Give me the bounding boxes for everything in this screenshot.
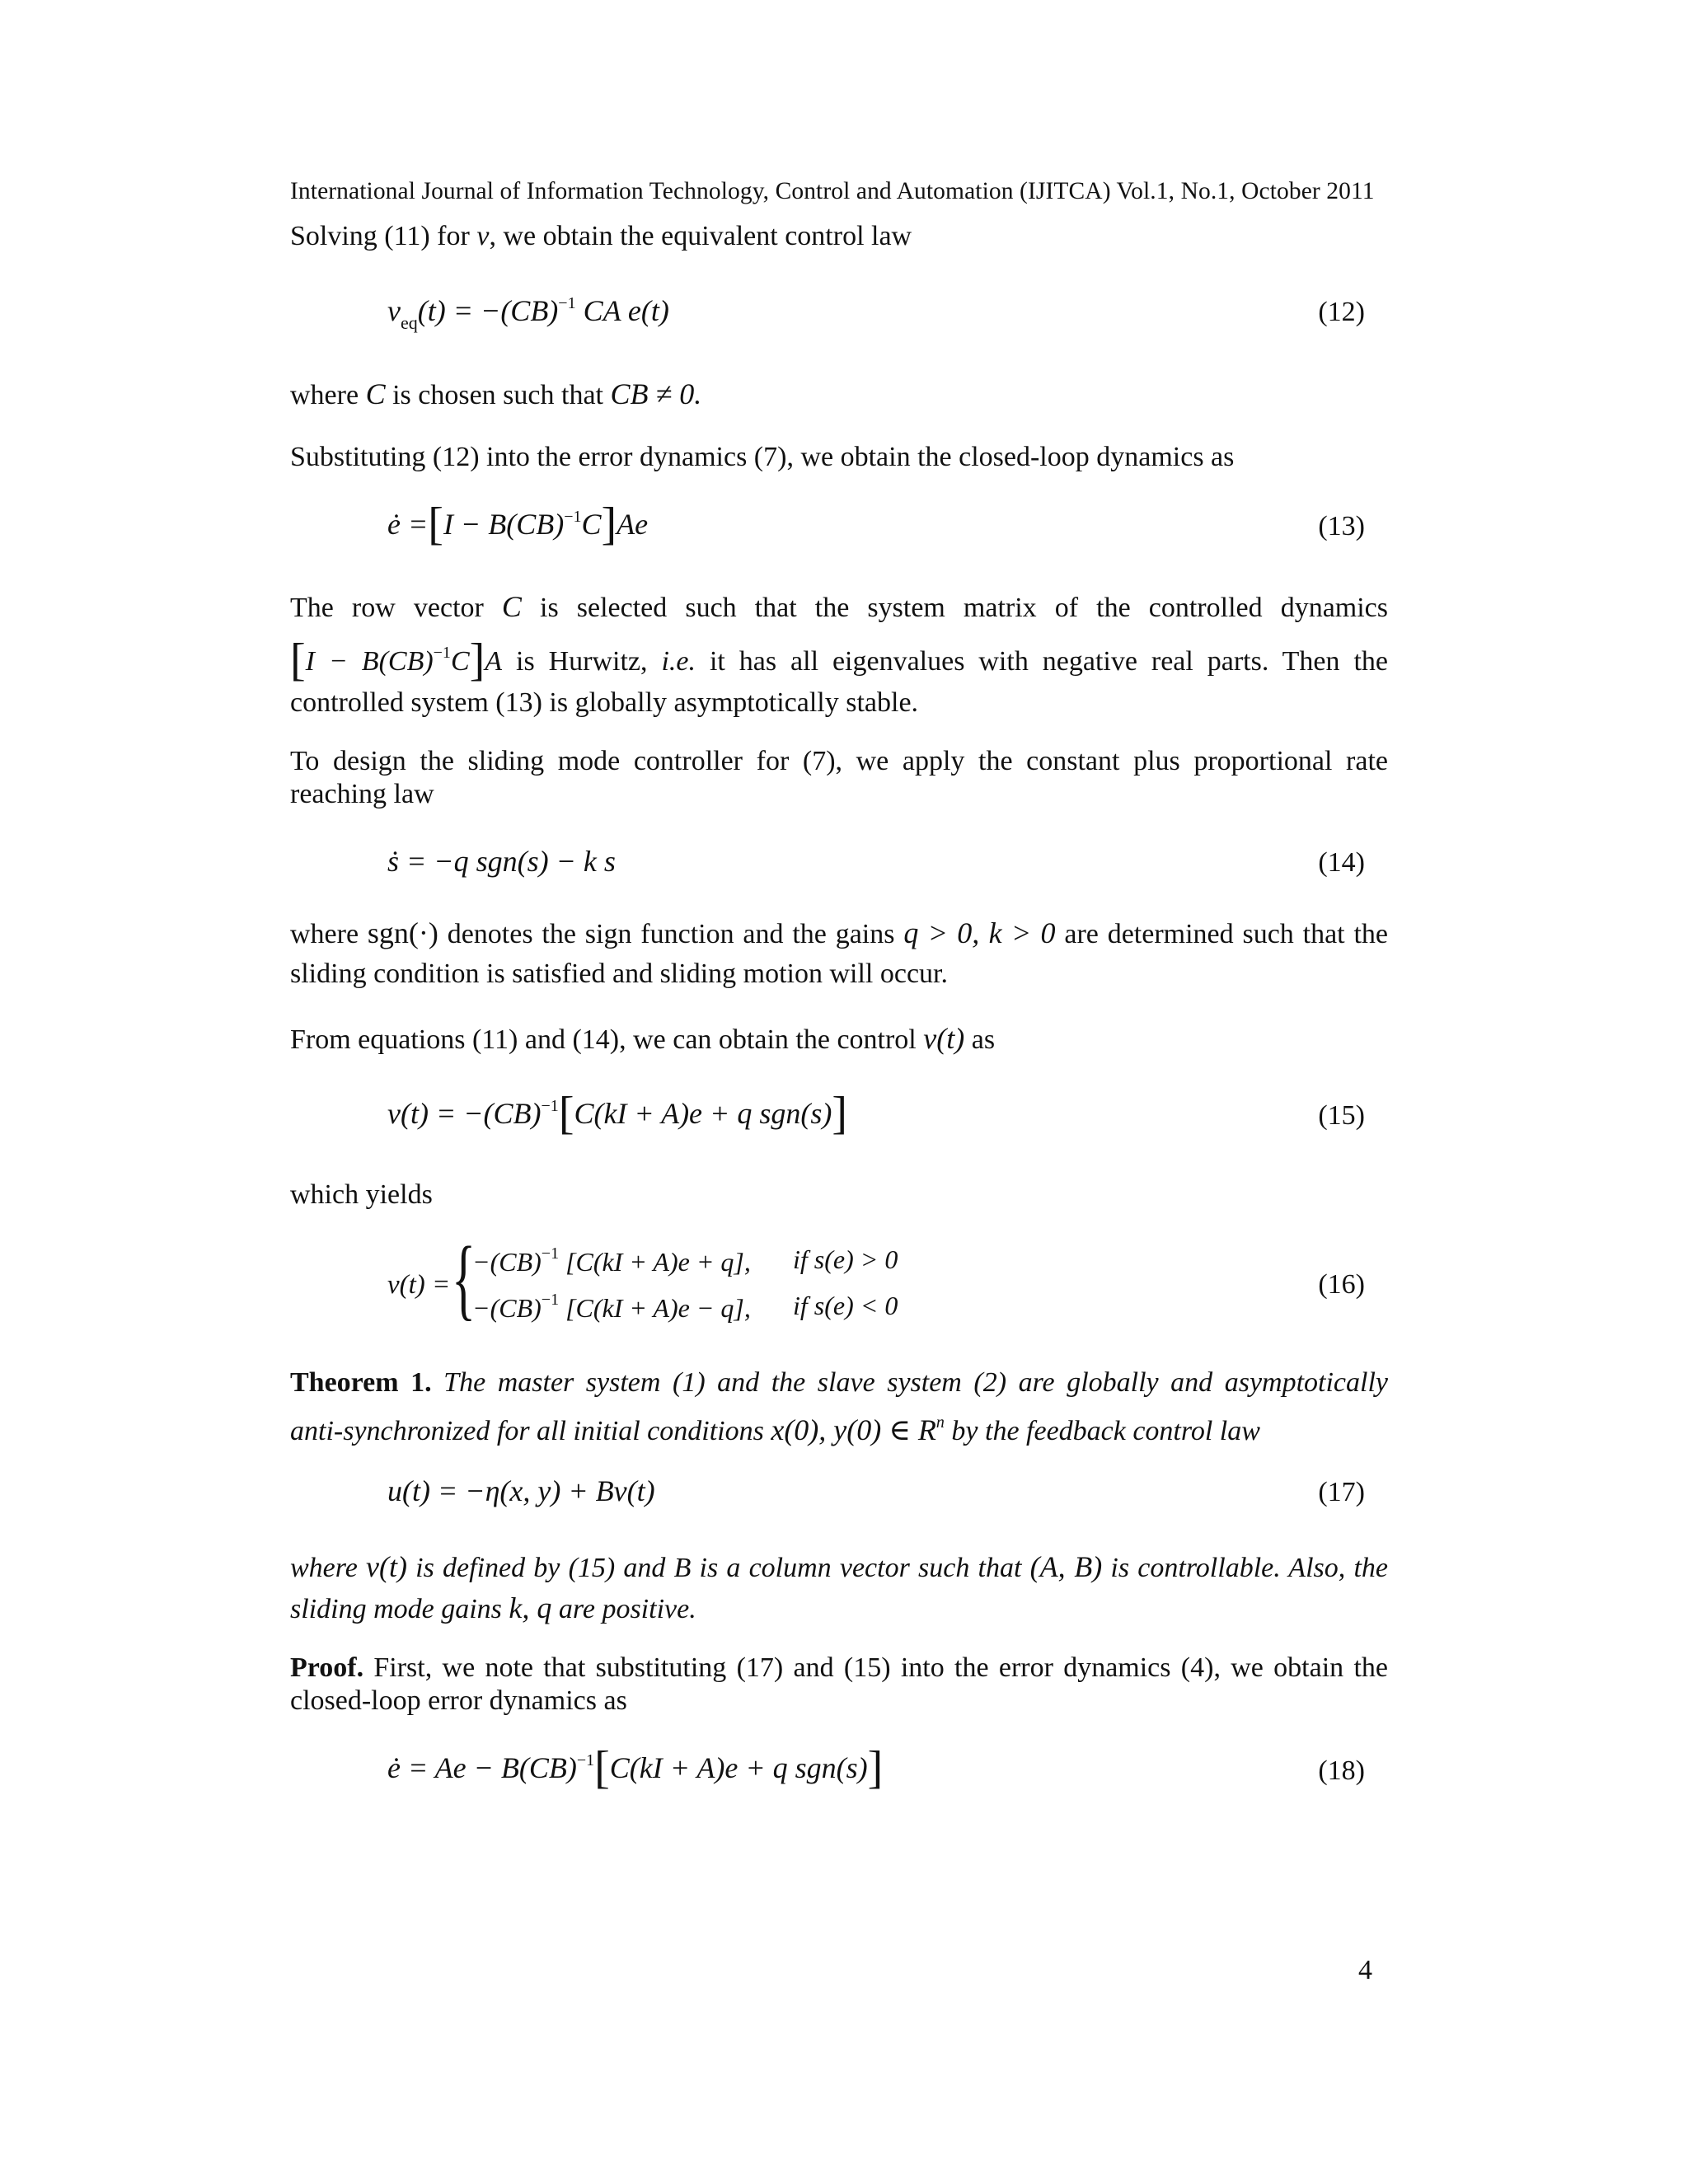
eq-text: C(kI + A)e + q sgn(s)	[609, 1751, 868, 1784]
text-italic: are positive.	[551, 1594, 696, 1624]
eq-lhs: v(t) =	[387, 1270, 451, 1300]
text: denotes the sign function and the gains	[438, 919, 904, 949]
eq-text: [C(kI + A)e + q],	[565, 1247, 751, 1277]
text: which yields	[290, 1179, 433, 1210]
text: First, we note that substituting (17) and (15) into the error dynamics (4), we obtain the	[363, 1652, 1388, 1683]
text: To design the sliding mode controller for (7), we apply the constant plus proportional rate	[290, 746, 1388, 776]
text-italic: The master system (1) and the slave system (2) are globally and asymptotically	[431, 1367, 1388, 1398]
text: is Hurwitz,	[502, 646, 662, 677]
equation-number-13: (13)	[1318, 511, 1365, 541]
equation-14: ṡ = −q sgn(s) − k s	[387, 845, 616, 878]
text: From equations (11) and (14), we can obtain the control	[290, 1024, 924, 1055]
paragraph-sgn	[290, 913, 1388, 994]
text: it has all eigenvalues with negative real parts. Then the	[696, 646, 1389, 677]
math-expr: sgn(·)	[367, 916, 438, 949]
eq-text: [C(kI + A)e − q],	[565, 1293, 751, 1323]
text: as	[964, 1024, 996, 1055]
math-expr: v(t)	[923, 1022, 965, 1055]
text-italic: is defined by (15) and B is a column vector such that	[406, 1553, 1030, 1583]
eq-text: ė =	[387, 508, 429, 541]
math-var: v	[476, 221, 490, 251]
eq-superscript: −1	[541, 1097, 559, 1115]
math-expr: q > 0, k > 0	[903, 916, 1056, 949]
eq-text: CA e(t)	[583, 294, 669, 327]
equation-18	[387, 1742, 884, 1793]
text: are determined such that the	[1055, 919, 1388, 949]
eq-brace: {	[452, 1228, 476, 1329]
eq-condition-1: if s(e) > 0	[793, 1244, 898, 1274]
eq-superscript: −1	[433, 644, 451, 662]
eq-bracket: [	[290, 635, 306, 686]
paragraph-solving	[290, 216, 1388, 257]
eq-superscript: −1	[576, 1751, 595, 1769]
paragraph-which-yields	[290, 1174, 1388, 1216]
running-header: International Journal of Information Technology, Control and Automation (IJITCA) Vol.1, No.1, October 2011	[290, 178, 1375, 204]
eq-superscript: −1	[541, 1244, 560, 1263]
math-expr: v(t)	[366, 1550, 407, 1583]
eq-condition-2: if s(e) < 0	[793, 1291, 898, 1320]
equation-number-18: (18)	[1318, 1755, 1365, 1786]
eq-text: Ae	[617, 508, 649, 541]
math-expr: CB ≠ 0.	[610, 377, 702, 410]
eq-text: I − B(CB)	[443, 508, 565, 541]
eq-text: C(kI + A)e + q sgn(s)	[574, 1097, 832, 1130]
paragraph-substituting	[290, 437, 1388, 478]
text-italic: sliding mode gains	[290, 1594, 509, 1624]
equation-15	[387, 1088, 847, 1139]
math-var: A	[485, 646, 503, 677]
eq-var: v	[387, 294, 401, 327]
paragraph-where-v	[290, 1547, 1388, 1629]
paragraph-from-equations	[290, 1018, 1388, 1061]
eq-bracket: ]	[832, 1088, 847, 1139]
math-expr: I − B(CB)	[305, 646, 434, 677]
eq-text: −(CB)	[472, 1293, 542, 1323]
text: sliding condition is satisfied and sliding motion will occur.	[290, 958, 949, 989]
eq-superscript: −1	[564, 508, 582, 526]
eq-text: v(t) = −(CB)	[387, 1097, 542, 1130]
equation-number-12: (12)	[1318, 297, 1365, 327]
eq-text: C	[581, 508, 602, 541]
eq-subscript: eq	[400, 312, 418, 333]
eq-bracket: [	[558, 1088, 574, 1139]
text: is chosen such that	[385, 380, 611, 410]
math-expr: (A, B)	[1029, 1550, 1103, 1583]
text-italic: where	[290, 1553, 367, 1583]
page-number: 4	[1358, 1955, 1372, 1985]
eq-text: ė = Ae − B(CB)	[387, 1751, 577, 1784]
math-var: C	[501, 590, 522, 623]
equation-number-14: (14)	[1318, 847, 1365, 878]
math-expr: k, q	[509, 1591, 552, 1624]
equation-number-16: (16)	[1318, 1269, 1365, 1300]
text-italic: anti-synchronized for all initial conditions	[290, 1416, 771, 1446]
eq-superscript: −1	[558, 294, 576, 312]
text-italic: is controllable. Also, the	[1102, 1553, 1388, 1583]
eq-text: −(CB)	[472, 1247, 542, 1277]
eq-bracket: [	[428, 499, 443, 550]
equation-number-15: (15)	[1318, 1100, 1365, 1131]
eq-case-2	[472, 1291, 751, 1324]
proof-label: Proof.	[290, 1652, 364, 1683]
proof	[290, 1652, 1388, 1718]
paragraph-row-vector	[290, 586, 1388, 724]
eq-bracket: ]	[469, 635, 485, 686]
math-expr: x(0), y(0) ∈ R	[771, 1413, 936, 1446]
eq-bracket: ]	[601, 499, 617, 550]
text: closed-loop error dynamics as	[290, 1685, 627, 1716]
text: where	[290, 380, 366, 410]
text: Substituting (12) into the error dynamics (7), we obtain the closed-loop dynamics as	[290, 442, 1235, 472]
equation-number-17: (17)	[1318, 1477, 1365, 1507]
eq-bracket: [	[594, 1742, 610, 1793]
text-italic: i.e.	[661, 646, 696, 677]
text: , we obtain the equivalent control law	[489, 221, 912, 251]
eq-bracket: ]	[867, 1742, 884, 1793]
equation-12	[387, 293, 669, 334]
eq-superscript: −1	[541, 1291, 560, 1309]
eq-text: (t) = −(CB)	[417, 294, 559, 327]
math-var: C	[450, 646, 470, 677]
text-italic: by the feedback control law	[944, 1416, 1260, 1446]
eq-case-1	[472, 1244, 751, 1277]
text: reaching law	[290, 779, 434, 809]
text: The row vector	[290, 593, 502, 623]
eq-superscript: n	[935, 1413, 945, 1432]
text: is selected such that the system matrix of the controlled dynamics	[521, 593, 1388, 623]
text: Solving (11) for	[290, 221, 477, 251]
theorem-label: Theorem 1.	[290, 1367, 432, 1398]
text: controlled system (13) is globally asymptotically stable.	[290, 687, 919, 718]
text: where	[290, 919, 368, 949]
equation-17: u(t) = −η(x, y) + Bv(t)	[387, 1474, 655, 1507]
math-var: C	[365, 377, 386, 410]
theorem-1	[290, 1363, 1388, 1451]
paragraph-where-c	[290, 373, 1388, 416]
paragraph-design	[290, 745, 1388, 811]
equation-13	[387, 499, 649, 550]
